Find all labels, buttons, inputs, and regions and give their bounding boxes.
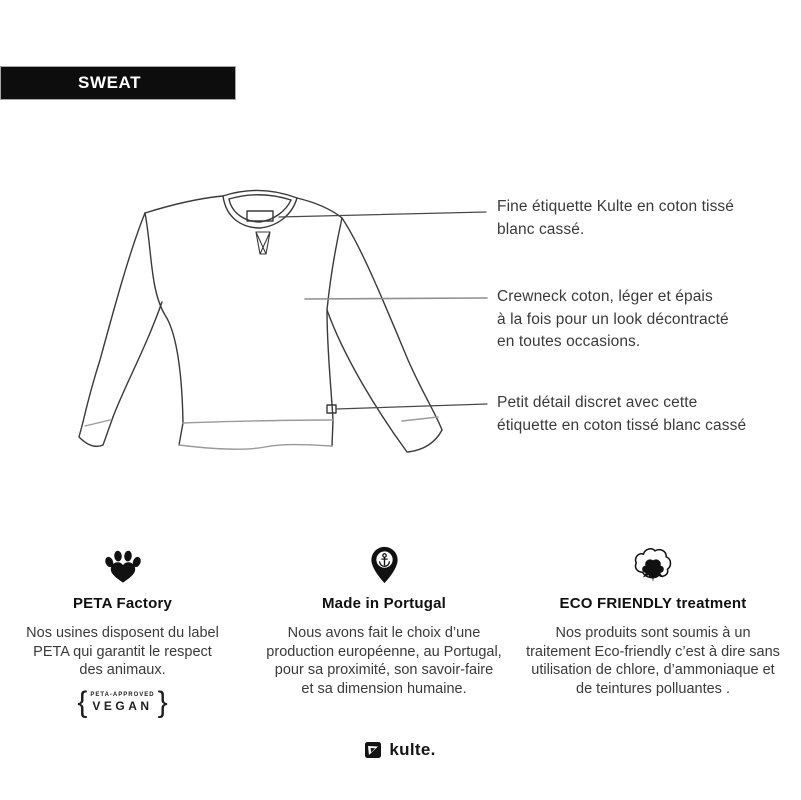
- leader-line-label: [279, 212, 486, 217]
- kulte-logo-icon: [365, 742, 381, 758]
- feature-text: Nous avons fait le choix d’une production européenne, au Portugal, pour sa proximité, son savoir-faire et sa dimension humaine.: [266, 625, 502, 697]
- feature-text: Nos produits sont soumis à un traitement Eco-friendly c’est à dire sans utilisation de chlore, d’ammoniaque et de teintures polluantes .: [526, 625, 780, 697]
- cotton-flower-icon: [512, 546, 794, 584]
- section-title: SWEAT: [78, 73, 142, 92]
- annotation-line: à la fois pour un look décontracté: [497, 310, 729, 328]
- leader-line-tag: [336, 404, 487, 409]
- annotation-line: Petit détail discret avec cette: [497, 394, 698, 411]
- feature-title: PETA Factory: [72, 595, 173, 612]
- feature-title: Made in Portugal: [321, 595, 447, 612]
- leader-lines: [279, 212, 487, 409]
- section-banner: [0, 66, 236, 100]
- feature-peta-factory: [15, 546, 230, 718]
- sweatshirt-outline: [79, 190, 442, 452]
- annotation-neck-label: [497, 196, 801, 241]
- annotation-line: Fine étiquette Kulte en coton tissé: [497, 198, 735, 215]
- badge-small-text: PETA-APPROVED: [90, 692, 155, 698]
- annotation-line: blanc cassé.: [497, 220, 585, 238]
- annotation-side-tag: [497, 392, 801, 437]
- feature-eco-friendly: [512, 546, 794, 698]
- annotation-line: étiquette en coton tissé blanc cassé: [497, 416, 747, 434]
- brace-left: {: [77, 685, 88, 719]
- annotation-line: Crewneck coton, léger et épais: [497, 288, 713, 305]
- annotation-line: en toutes occasions.: [497, 333, 641, 350]
- footer: [0, 740, 801, 760]
- leader-line-crewneck: [305, 298, 487, 299]
- paw-icon: [15, 546, 230, 584]
- feature-made-in-portugal: [256, 546, 512, 698]
- feature-text: Nos usines disposent du label PETA qui garantit le respect des animaux.: [26, 625, 219, 678]
- sweatshirt-illustration: [40, 170, 560, 480]
- feature-title: ECO FRIENDLY treatment: [559, 595, 747, 612]
- map-pin-anchor-icon: [256, 546, 512, 584]
- brand-name: kulte.: [389, 740, 436, 759]
- sweatshirt-ribbing: [85, 417, 438, 449]
- vegan-approved-badge: [15, 685, 230, 719]
- brace-right: }: [157, 685, 168, 719]
- annotation-crewneck: [497, 286, 801, 354]
- badge-main-text: VEGAN: [92, 699, 153, 713]
